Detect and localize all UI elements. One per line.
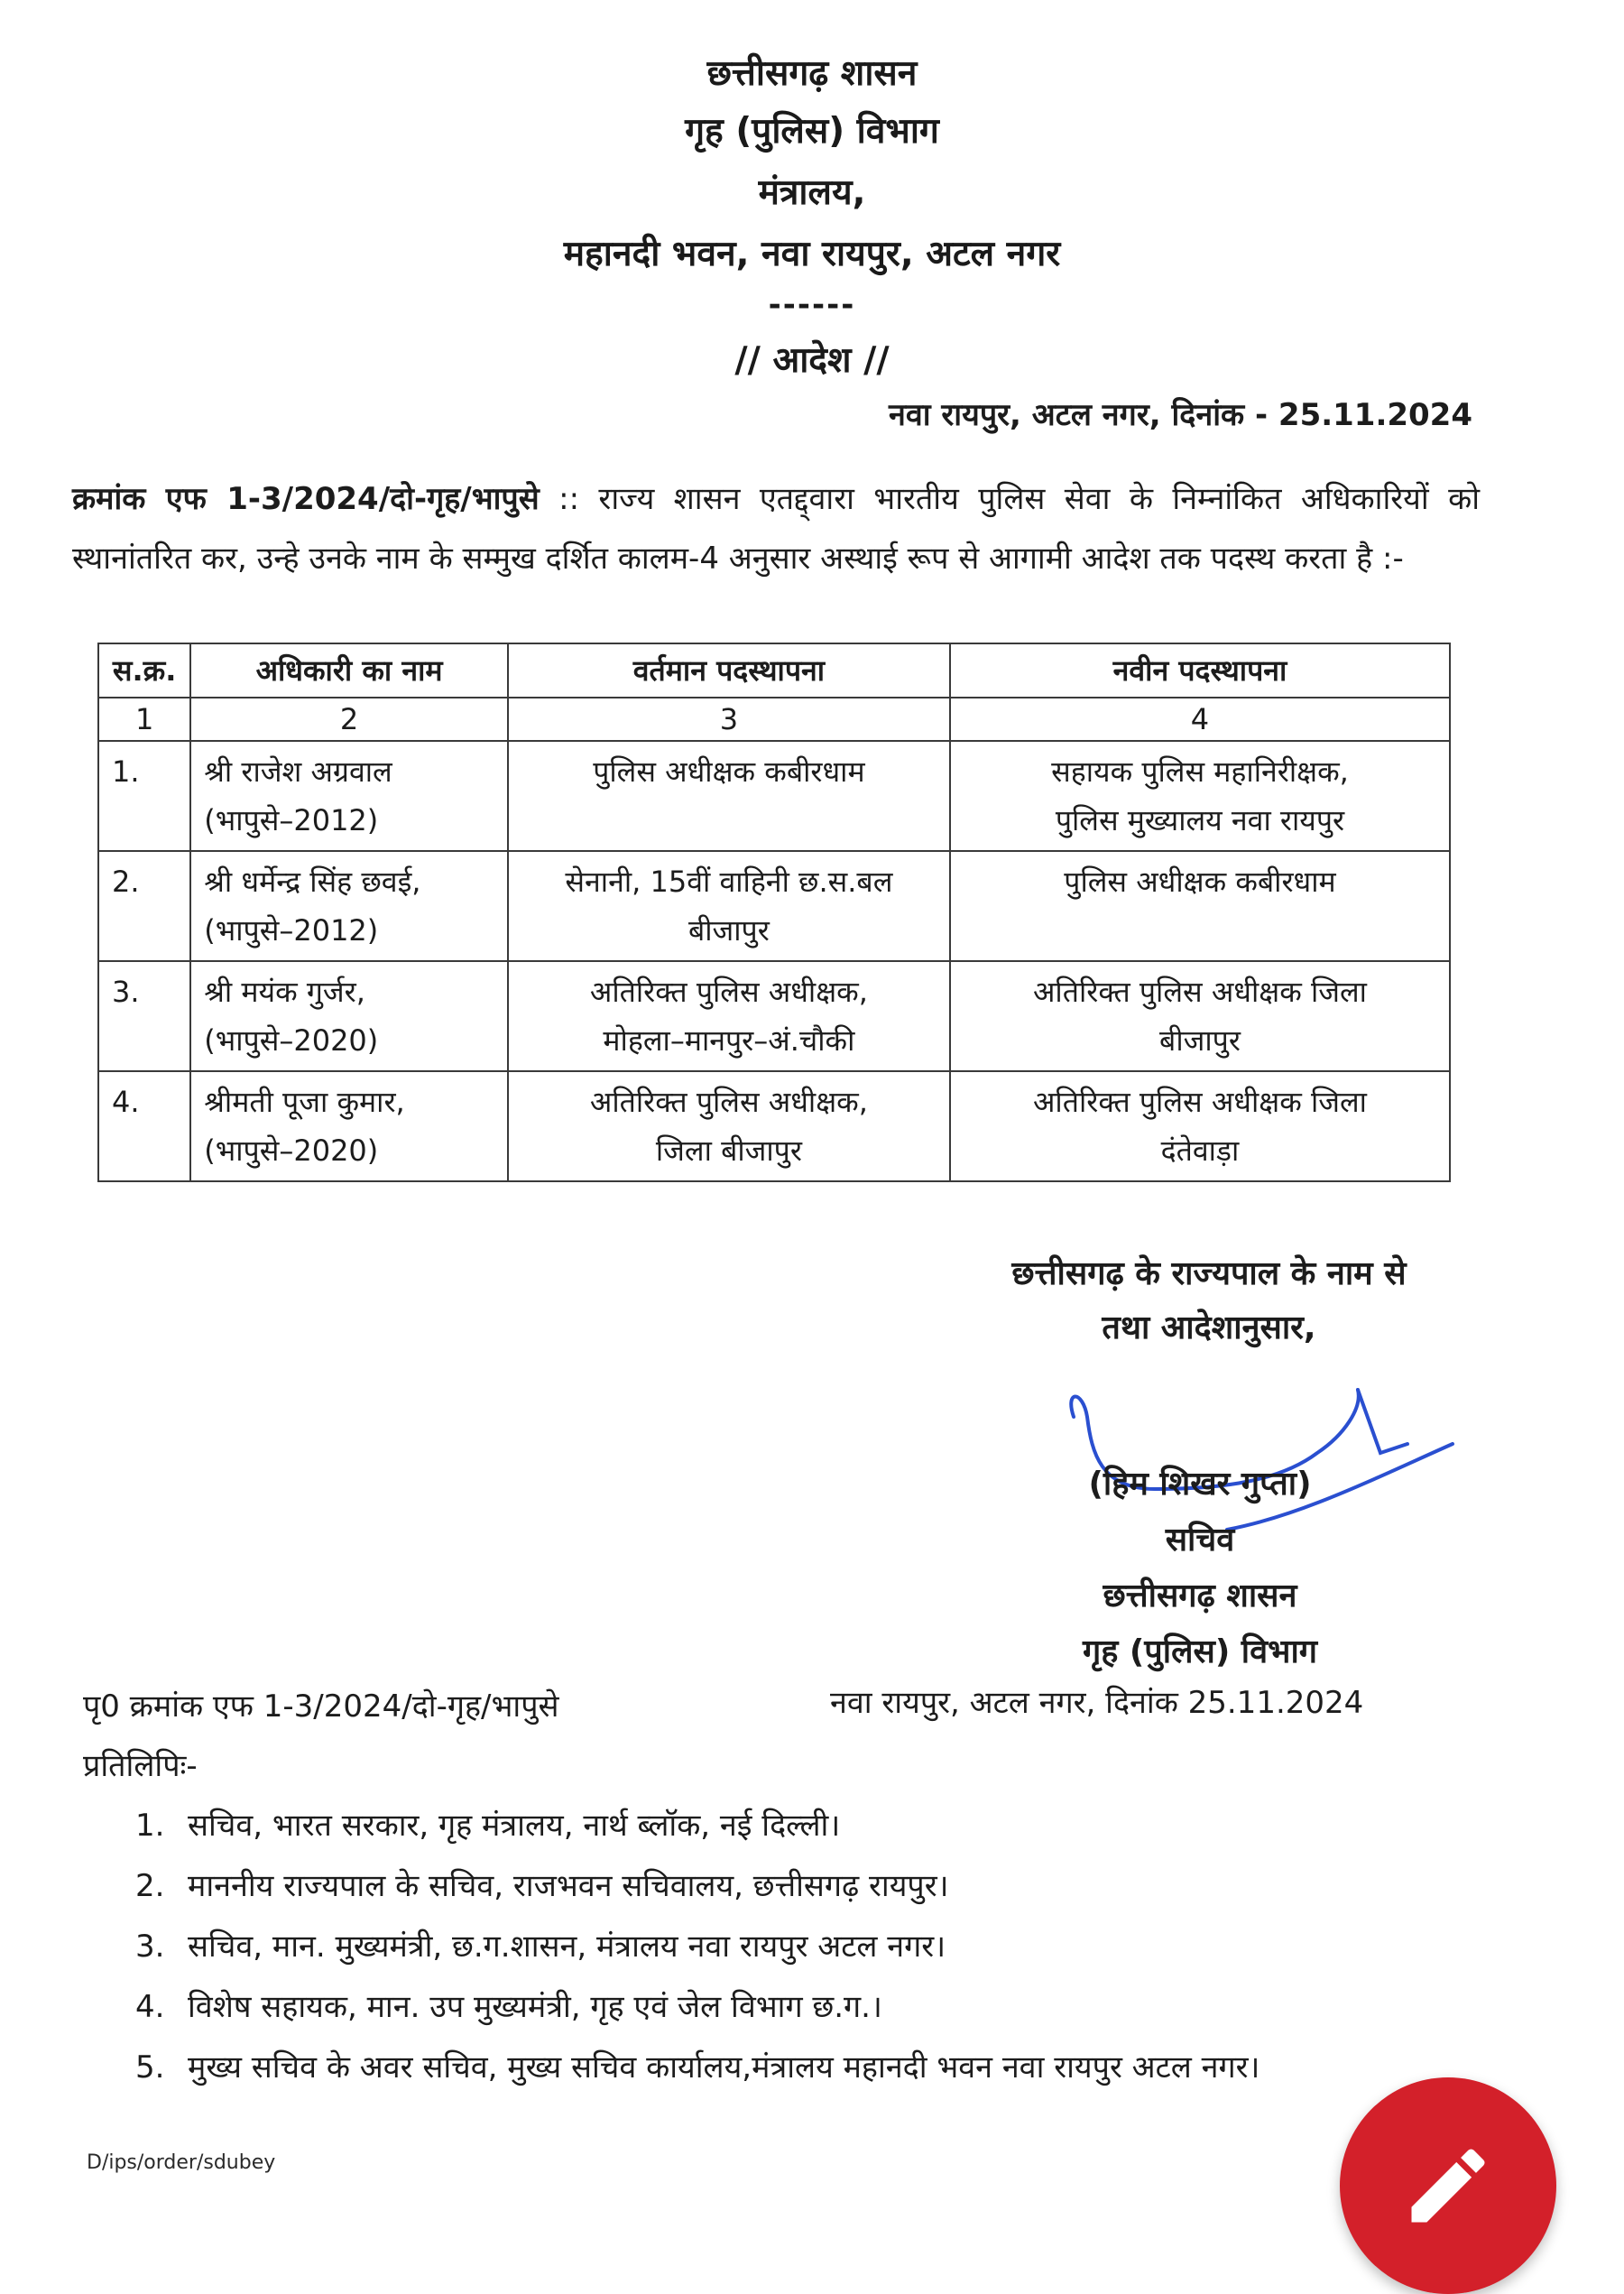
new-posting-cell	[950, 961, 1450, 1071]
new-posting-cell	[950, 1071, 1450, 1181]
table-row	[98, 741, 1450, 851]
list-text: मुख्य सचिव के अवर सचिव, मुख्य सचिव कार्यालय,मंत्रालय महानदी भवन नवा रायपुर अटल नगर।	[188, 2049, 1260, 2086]
department-title: गृह (पुलिस) विभाग	[685, 111, 939, 152]
order-intro	[72, 469, 1480, 588]
officer-cell	[190, 851, 508, 961]
signatory-dept: गृह (पुलिस) विभाग	[1082, 1633, 1318, 1670]
header-divider: ------	[768, 287, 856, 323]
list-item	[135, 1856, 1507, 1917]
new-posting-cell	[950, 741, 1450, 851]
col-number: 4	[950, 698, 1450, 741]
list-number: 2.	[135, 1868, 165, 1904]
officer-batch: (भापुसे–2012)	[204, 913, 379, 948]
current-posting-line: जिला बीजापुर	[655, 1133, 802, 1168]
officer-name: श्रीमती पूजा कुमार,	[204, 1085, 405, 1119]
new-posting-line: अतिरिक्त पुलिस अधीक्षक जिला	[1032, 1085, 1367, 1119]
new-posting-line: अतिरिक्त पुलिस अधीक्षक जिला	[1032, 975, 1367, 1009]
officer-name: श्री राजेश अग्रवाल	[204, 754, 392, 789]
col-number: 1	[98, 698, 190, 741]
authority-block	[956, 1247, 1462, 1355]
file-path-footer: D/ips/order/sdubey	[87, 2151, 276, 2174]
govt-title: छत्तीसगढ़ शासन	[706, 53, 918, 94]
order-place-date: नवा रायपुर, अटल नगर, दिनांक - 25.11.2024	[888, 397, 1472, 433]
current-posting-line: पुलिस अधीक्षक कबीरधाम	[593, 754, 865, 789]
current-posting-line: अतिरिक्त पुलिस अधीक्षक,	[589, 975, 868, 1009]
new-posting-line: पुलिस मुख्यालय नवा रायपुर	[1055, 803, 1345, 837]
column-number-row	[98, 698, 1450, 741]
list-text: सचिव, भारत सरकार, गृह मंत्रालय, नार्थ ब्लॉक, नई दिल्ली।	[188, 1808, 841, 1844]
pencil-edit-icon	[1399, 2137, 1497, 2234]
new-posting-line: बीजापुर	[1159, 1023, 1241, 1058]
officer-batch: (भापुसे–2012)	[204, 803, 379, 837]
officer-name: श्री धर्मेन्द्र सिंह छवई,	[204, 865, 421, 899]
list-text: माननीय राज्यपाल के सचिव, राजभवन सचिवालय, छत्तीसगढ़ रायपुर।	[188, 1868, 949, 1904]
officer-cell	[190, 961, 508, 1071]
list-text: विशेष सहायक, मान. उप मुख्यमंत्री, गृह एवं जेल विभाग छ.ग.।	[188, 1989, 882, 2025]
edit-fab-button[interactable]	[1340, 2077, 1556, 2294]
current-posting-line: मोहला–मानपुर–अं.चौकी	[603, 1023, 855, 1058]
endorsement-reference: पृ0 क्रमांक एफ 1-3/2024/दो-गृह/भापुसे	[83, 1688, 559, 1725]
current-posting-line: अतिरिक्त पुलिस अधीक्षक,	[589, 1085, 868, 1119]
copy-to-label: प्रतिलिपिः-	[83, 1748, 198, 1784]
officer-name: श्री मयंक गुर्जर,	[204, 975, 365, 1009]
list-item	[135, 2038, 1507, 2098]
list-item	[135, 1977, 1507, 2038]
signatory-name: (हिम शिखर गुप्ता)	[1088, 1466, 1312, 1503]
copy-list	[135, 1796, 1507, 2098]
current-posting-cell	[508, 851, 950, 961]
new-posting-line: सहायक पुलिस महानिरीक्षक,	[1051, 754, 1349, 789]
list-item	[135, 1796, 1507, 1856]
serial-number: 2.	[98, 851, 190, 961]
col-header-serial: स.क्र.	[98, 643, 190, 698]
serial-number: 1.	[98, 741, 190, 851]
order-intro-text: :: राज्य शासन एतद्द्वारा भारतीय पुलिस सेवा के निम्नांकित अधिकारियों को स्थानांतरित कर, उन्हे उनके नाम के सम्मुख दर्शित कालम-4 अनुसार अस्थाई रूप से आगामी आदेश तक पदस्थ करता है :-	[72, 481, 1481, 577]
list-number: 4.	[135, 1989, 165, 2025]
col-number: 2	[190, 698, 508, 741]
address-line: महानदी भवन, नवा रायपुर, अटल नगर	[563, 234, 1061, 274]
col-header-current-posting: वर्तमान पदस्थापना	[508, 643, 950, 698]
new-posting-cell	[950, 851, 1450, 961]
col-number: 3	[508, 698, 950, 741]
officer-cell	[190, 741, 508, 851]
posting-table	[97, 643, 1451, 1182]
authority-line: तथा आदेशानुसार,	[1102, 1309, 1316, 1346]
current-posting-line: बीजापुर	[687, 913, 770, 948]
list-number: 1.	[135, 1808, 165, 1844]
list-text: सचिव, मान. मुख्यमंत्री, छ.ग.शासन, मंत्रालय नवा रायपुर अटल नगर।	[188, 1929, 946, 1965]
table-header-row	[98, 643, 1450, 698]
order-reference: क्रमांक एफ 1-3/2024/दो-गृह/भापुसे	[72, 481, 540, 517]
signatory-block	[1010, 1457, 1389, 1680]
list-number: 3.	[135, 1929, 165, 1965]
new-posting-line: दंतेवाड़ा	[1160, 1133, 1240, 1168]
serial-number: 4.	[98, 1071, 190, 1181]
table-row	[98, 961, 1450, 1071]
signatory-dept: छत्तीसगढ़ शासन	[1103, 1577, 1297, 1614]
current-posting-line: सेनानी, 15वीं वाहिनी छ.स.बल	[565, 865, 893, 899]
col-header-new-posting: नवीन पदस्थापना	[950, 643, 1450, 698]
current-posting-cell	[508, 1071, 950, 1181]
current-posting-cell	[508, 961, 950, 1071]
order-title: // आदेश //	[734, 340, 890, 381]
ministry-title: मंत्रालय,	[758, 172, 866, 213]
list-number: 5.	[135, 2049, 165, 2086]
serial-number: 3.	[98, 961, 190, 1071]
officer-batch: (भापुसे–2020)	[204, 1023, 379, 1058]
list-item	[135, 1917, 1507, 1977]
authority-line: छत्तीसगढ़ के राज्यपाल के नाम से	[1011, 1255, 1407, 1292]
current-posting-cell	[508, 741, 950, 851]
table-row	[98, 851, 1450, 961]
new-posting-line: पुलिस अधीक्षक कबीरधाम	[1064, 865, 1336, 899]
endorsement-place-date: नवा रायपुर, अटल नगर, दिनांक 25.11.2024	[830, 1685, 1364, 1721]
col-header-officer-name: अधिकारी का नाम	[190, 643, 508, 698]
signatory-designation: सचिव	[1165, 1522, 1235, 1559]
table-row	[98, 1071, 1450, 1181]
officer-cell	[190, 1071, 508, 1181]
officer-batch: (भापुसे–2020)	[204, 1133, 379, 1168]
